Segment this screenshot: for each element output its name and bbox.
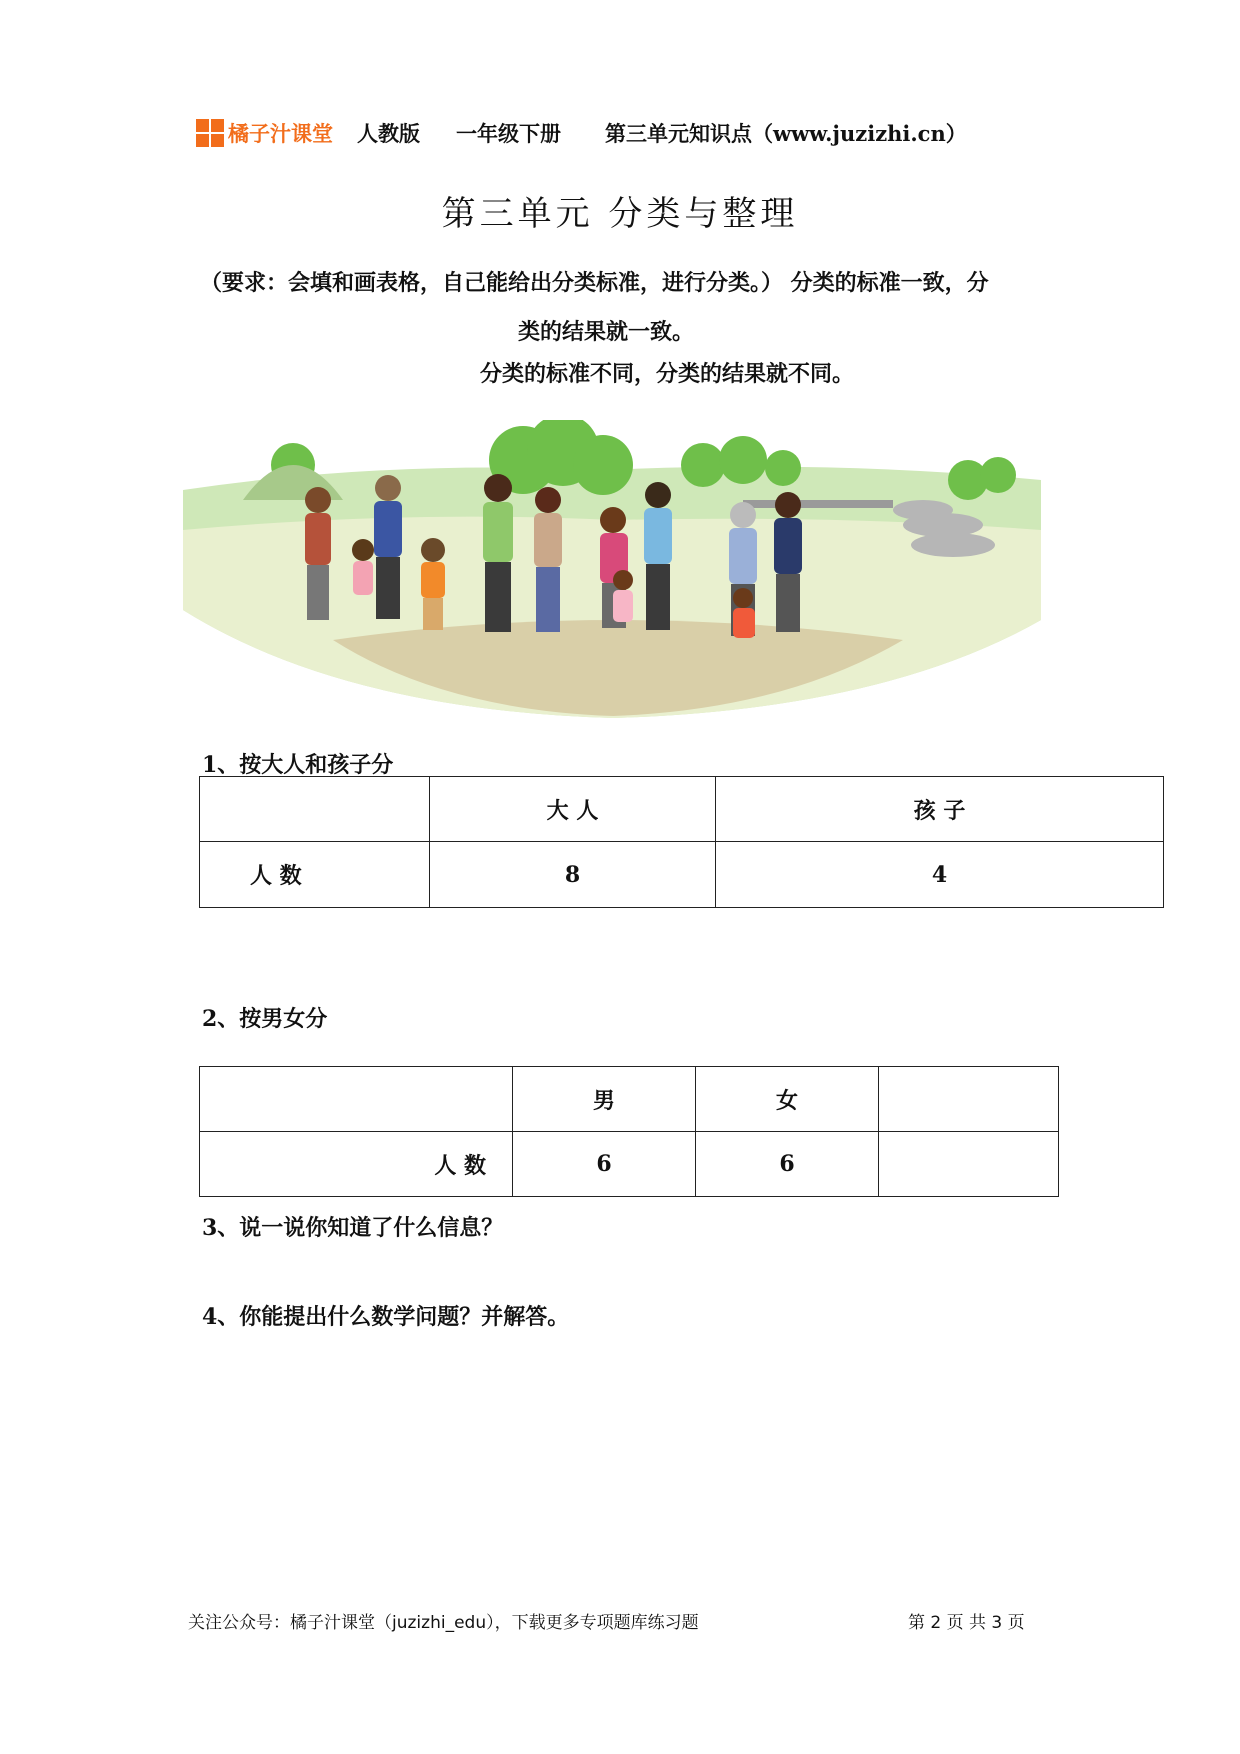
requirements-line-2: 类的结果就一致。 bbox=[518, 319, 695, 345]
q1-header-adults: 大 人 bbox=[430, 777, 716, 842]
q2-extra-cell bbox=[879, 1132, 1059, 1197]
page-number: 第 2 页 共 3 页 bbox=[908, 1613, 1025, 1633]
q1-children-count: 4 bbox=[716, 842, 1164, 908]
q2-header-female: 女 bbox=[696, 1067, 879, 1132]
q2-row-label: 人 数 bbox=[200, 1132, 513, 1197]
q2-table bbox=[199, 1066, 1059, 1197]
q2-female-count: 6 bbox=[696, 1132, 879, 1197]
q1-table bbox=[199, 776, 1164, 908]
q1-header-children: 孩 子 bbox=[716, 777, 1164, 842]
q4-label: 4、你能提出什么数学问题？并解答。 bbox=[202, 1304, 570, 1330]
grade-label: 一年级下册 bbox=[456, 121, 561, 146]
q2-header-male: 男 bbox=[513, 1067, 696, 1132]
requirements-line-1: （要求：会填和画表格，自己能给出分类标准，进行分类。） 分类的标准一致，分 bbox=[200, 270, 989, 296]
q2-header-extra bbox=[879, 1067, 1059, 1132]
page-header bbox=[196, 116, 967, 150]
q3-label: 3、说一说你知道了什么信息？ bbox=[202, 1215, 504, 1241]
brand-logo-icon bbox=[196, 119, 224, 147]
q1-row-label: 人 数 bbox=[200, 842, 430, 908]
q1-label: 1、按大人和孩子分 bbox=[202, 752, 394, 778]
edition-label: 人教版 bbox=[357, 121, 420, 146]
q1-adults-count: 8 bbox=[430, 842, 716, 908]
requirements-line-3: 分类的标准不同，分类的结果就不同。 bbox=[480, 361, 855, 387]
family-outing-illustration bbox=[183, 420, 1041, 720]
q1-header-blank bbox=[200, 777, 430, 842]
q2-label: 2、按男女分 bbox=[202, 1006, 328, 1032]
q2-header-blank bbox=[200, 1067, 513, 1132]
brand-name: 橘子汁课堂 bbox=[228, 122, 333, 146]
footer-note: 关注公众号：橘子汁课堂（juzizhi_edu），下载更多专项题库练习题 bbox=[188, 1613, 699, 1633]
topic-label: 第三单元知识点（www.juzizhi.cn） bbox=[605, 121, 967, 146]
q2-male-count: 6 bbox=[513, 1132, 696, 1197]
page-title: 第三单元 分类与整理 bbox=[441, 194, 799, 234]
